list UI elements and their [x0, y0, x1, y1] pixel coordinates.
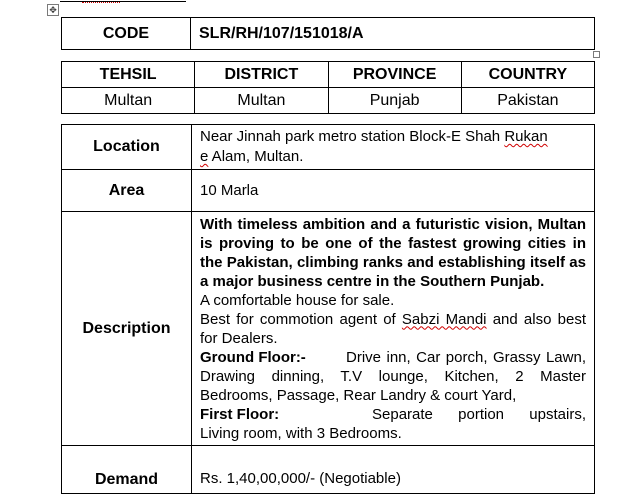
move-icon[interactable]: ✥ — [47, 4, 59, 16]
first-floor-text: Separate portion upstairs, Living room, with 3 Bedrooms. — [200, 405, 586, 442]
location-text-c: e — [200, 148, 209, 165]
demand-value: Rs. 1,40,00,000/- (Negotiable) — [192, 446, 595, 494]
first-floor-label: First Floor: — [200, 405, 280, 423]
district-header: DISTRICT — [195, 62, 328, 88]
description-row — [62, 212, 595, 446]
best-start: Best for commotion agent of — [200, 310, 402, 328]
country-value: Pakistan — [461, 88, 594, 114]
description-value — [192, 212, 595, 446]
first-floor — [200, 405, 586, 443]
district-value: Multan — [195, 88, 328, 114]
description-sale: A comfortable house for sale. — [200, 291, 395, 309]
best-end: and also best for Dealers. — [200, 310, 586, 347]
ground-floor-label: Ground Floor:- — [200, 348, 306, 366]
location-text-b: Rukan — [504, 128, 548, 145]
location-value — [192, 125, 595, 170]
code-row — [62, 18, 595, 50]
location-row — [62, 125, 595, 170]
location-value-row — [62, 88, 595, 114]
area-value: 10 Marla — [192, 170, 595, 212]
location-header-row — [62, 62, 595, 88]
country-header: COUNTRY — [461, 62, 594, 88]
demand-label: Demand — [62, 446, 192, 494]
spellcheck-squiggle — [82, 0, 120, 3]
tehsil-header: TEHSIL — [62, 62, 195, 88]
description-best — [200, 310, 586, 348]
code-table — [61, 17, 595, 50]
location-text-d: Alam, Multan. — [208, 148, 304, 165]
top-underline — [60, 1, 186, 2]
demand-row — [62, 446, 595, 494]
area-row — [62, 170, 595, 212]
ground-floor — [200, 348, 586, 405]
area-label: Area — [62, 170, 192, 212]
description-label: Description — [62, 212, 192, 446]
location-label: Location — [62, 125, 192, 170]
location-text-a: Near Jinnah park metro station Block-E Shah — [200, 128, 505, 145]
location-table — [61, 61, 595, 114]
description-intro: With timeless ambition and a futuristic vision, Multan is proving to be one of the fastest growing cities in the Pakistan, climbing ranks and establishing itself as a major business centre in the Southern Punjab. — [200, 215, 586, 290]
details-table — [61, 124, 595, 494]
province-value: Punjab — [328, 88, 461, 114]
code-label: CODE — [62, 18, 191, 50]
best-squig: Sabzi Mandi — [401, 310, 487, 328]
code-value: SLR/RH/107/151018/A — [191, 18, 595, 50]
ground-floor-text: Drive inn, Car porch, Grassy Lawn, Drawing dinning, T.V lounge, Kitchen, 2 Master Bedrooms, Passage, Rear Landry & court Yard, — [200, 348, 586, 404]
province-header: PROVINCE — [328, 62, 461, 88]
tehsil-value: Multan — [62, 88, 195, 114]
resize-handle-icon[interactable] — [593, 51, 600, 58]
